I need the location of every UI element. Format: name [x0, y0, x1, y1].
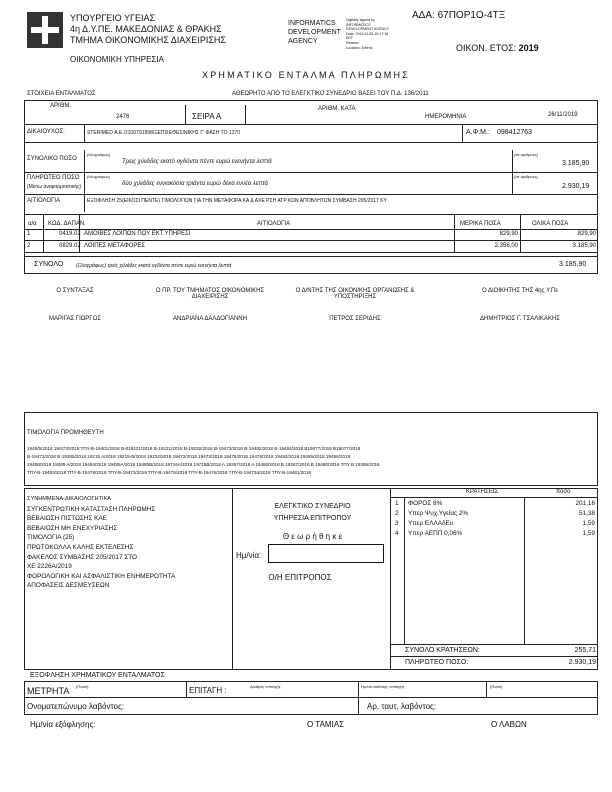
table-header-aa: α/α — [28, 221, 37, 227]
document-item: ΦΑΚΕΛΟΣ ΣΥΜΒΑΣΗΣ 205/2017 ΣΤΟ — [27, 553, 138, 561]
signature-name-3: ΠΕΤΡΟΣ ΣΕΡΙΔΗΣ — [329, 316, 381, 322]
audit-epitropos: Ο/Η ΕΠΙΤΡΟΠΟΣ — [268, 573, 332, 582]
imerominia-value: 26/11/2019 — [548, 112, 578, 118]
fiscal-year-value: 2019 — [518, 43, 539, 53]
agency-logo-line-3: AGENCY — [288, 38, 318, 45]
ada-code: ΑΔΑ: 67ΠΟΡ1Ο-4ΤΞ — [412, 10, 506, 21]
metrita-sub: (Ποσό) — [76, 684, 89, 689]
dikaiouxos-label: ΔΙΚΑΙΟΥΧΟΣ: — [27, 129, 65, 135]
deduction-row — [390, 499, 598, 509]
pliroteo-words: δύο χιλιάδες εννιακόσια τριάντα ευρώ δέκα εννέα λεπτά — [122, 181, 268, 187]
epitagi-sub: Αριθμός επιταγής — [250, 684, 281, 689]
fiscal-year — [456, 43, 539, 53]
deductions-header-label: ΚΡΑΤΗΣΕΙΣ — [466, 489, 499, 495]
digital-signature-note: Digitally signed by INFORMATICS DEVELOPMENT AGENCY Date: 2019.11.28 10:17:18 EET Reason: Location: Athens — [346, 18, 390, 50]
documents-list — [27, 495, 175, 591]
table-total-value: 3.185,90 — [559, 261, 587, 268]
signature-role-tmimatos: Ο ΠΡ. ΤΟΥ ΤΜΗΜΑΤΟΣ ΟΙΚΟΝΟΜΙΚΗΣ ΔΙΑΧΕΙΡΙΣΗΣ — [155, 288, 265, 300]
greek-cross-logo — [27, 12, 63, 48]
epitagi-label: ΕΠΙΤΑΓΗ : — [189, 686, 227, 695]
row1-kod: 0419.02 — [59, 231, 81, 237]
table-total-words: (Ολογράφως) τρείς χιλιάδες εκατό ογδόντα πέντε ευρώ ενενήντα λεπτά — [76, 263, 232, 269]
document-item: ΤΙΜΟΛΟΓΙΑ (25) — [27, 534, 75, 542]
deduction-row — [390, 529, 598, 539]
deduction-num: 3 — [395, 520, 399, 527]
aitiologia-value: ΕΞΟΦΛΗΣΗ 25(ΕΙΚΟΣΙ ΠΕΝΤΕ) ΤΙΜΟΛΟΓΙΩΝ ΓΙΑ ΤΗΝ ΜΕΤΑΦΟΡΑ ΚΑ & ΑΧΕ ΡΣΗ ΑΤΡ ΚΩΝ ΑΠΟΒΛΗΤΩΝ ΣΥΜΒΑΣΗ 205/2017 ΚΥ — [87, 198, 387, 204]
pliroteo-sub: (Μέσω ανεφαρμοστικής) — [27, 184, 82, 190]
payment-section-label: ΕΞΟΦΛΗΣΗ ΧΡΗΜΑΤΙΚΟΥ ΕΝΤΑΛΜΑΤΟΣ — [30, 672, 165, 679]
deductions-list — [390, 499, 598, 539]
documents-title: ΣΥΝΗΜΜΕΝΑ-ΔΙΚΑΙΟΛΟΓΗΤΙΚΑ — [27, 496, 112, 502]
synoliko-label: ΣΥΝΟΛΙΚΟ ΠΟΣΟ — [27, 156, 77, 162]
epitagi-text: ΕΠΙΤΑΓΗ — [189, 686, 223, 695]
row2-kod: 0829.02 — [59, 243, 81, 249]
synoliko-se-arithmous: (σε αριθμούς) — [514, 152, 539, 157]
signature-role-syntaxas: Ο ΣΥΝΤΑΞΑΣ — [56, 288, 94, 294]
table-header-olika: ΟΛΙΚΑ ΠΟΣΑ — [532, 221, 569, 227]
info-right: ΑΘΕΩΡΗΤΟ ΑΠΟ ΤΟ ΕΛΕΓΚΤΙΚΟ ΣΥΝΕΔΡΙΟ ΒΑΣΕΙ ΤΟΥ Π.Δ. 136/2011 — [232, 91, 429, 97]
deduction-name: ΦΟΡΟΣ 8% — [408, 500, 443, 507]
info-left: ΣΤΟΙΧΕΙΑ ΕΝΤΑΛΜΑΤΟΣ — [27, 91, 96, 97]
row2-merika: 2.356,00 — [494, 243, 518, 249]
epitagi-date-sub: Ημ/νία έκδοσης επιταγής — [361, 684, 405, 689]
name-of-recipient-label: Ονοματεπώνυμο λαβόντος: — [27, 702, 125, 711]
row1-aa: 1 — [27, 231, 31, 237]
payable-label: ΠΛΗΡΩΤΕΟ ΠΟΣΟ: — [405, 659, 469, 666]
deductions-total-value: 255,71 — [574, 647, 596, 654]
invoices-line-4: ΤΠΥ-Β-19483/2018 ΤΠΥ-Β-19479/2018 ΤΠΥ-Β-19473/2018 ΤΠΥ-Β-19479/2018 ΤΠΥ-Β-19476/2018 ΤΠΥ-Β-19473α/2018 ΤΠΥ-Β-19481/2018 — [27, 470, 311, 475]
row2-aa: 2 — [27, 243, 31, 249]
id-of-recipient-label: Αρ. ταυτ. λαβόντος: — [367, 702, 437, 711]
deduction-amount: 1,59 — [582, 520, 595, 527]
deduction-num: 1 — [395, 500, 399, 507]
arith-kata-label: ΑΡΙΘΜ. ΚΑΤΑ — [318, 106, 356, 112]
deduction-amount: 51,38 — [579, 510, 595, 517]
synoliko-olografos: (ολογράφως) — [87, 152, 111, 157]
row1-aitiologia: ΑΜΟΙΒΕΣ ΛΟΙΠΩΝ ΠΟΥ ΕΚΤ.ΥΠΗΡΕΣΙ — [84, 231, 191, 237]
deduction-row — [390, 509, 598, 519]
pliroteo-se-arithmous: (σε αριθμούς) — [514, 174, 539, 179]
signature-name-1: ΜΑΡΙΓΑΣ ΓΙΩΡΓΟΣ — [49, 316, 101, 322]
table-header-merika: ΜΕΡΙΚΑ ΠΟΣΑ — [460, 221, 501, 227]
audit-date-input[interactable] — [268, 544, 384, 563]
audit-theoreitai: Θ ε ω ρ ή θ η κ ε — [282, 532, 343, 541]
document-item: ΠΡΩΤΟΚΟΛΛΑ ΚΑΛΗΣ ΕΚΤΕΛΕΣΗΣ — [27, 543, 134, 551]
ministry-line-1: ΥΠΟΥΡΓΕΙΟ ΥΓΕΙΑΣ — [70, 13, 156, 23]
deduction-row — [390, 519, 598, 529]
imerominia-label: ΗΜΕΡΟΜΗΝΙΑ — [425, 114, 467, 120]
row2-olika: 3.185,90 — [572, 243, 596, 249]
audit-line-2: ΥΠΗΡΕΣΙΑ ΕΠΙΤΡΟΠΟΥ — [273, 515, 352, 522]
dikaiouxos-value: STERIMED Α.Ε./2310791998/ΞΕΠΙΣΕΘΕΣ/ΝΙΚΗΣ Γ' ΦΑΣΗ ΤΟ 1370 — [87, 130, 241, 136]
tamias-label: Ο ΤΑΜΙΑΣ — [307, 720, 345, 729]
invoices-title: ΤΙΜΟΛΟΓΙΑ ΠΡΟΜΗΘΕΥΤΗ — [27, 430, 104, 436]
invoices-line-2: Β-19472/2018 Β-19285/2018 19215 Α/2018 19215-Β/2018 19232/2018 19472/2018 19473/2018 19476/2018 19478/2018 19482/2018 19485/2018 19486/2018 — [27, 454, 351, 459]
agency-logo-line-1: INFORMATICS — [288, 20, 336, 27]
payable-value: 2.930,19 — [568, 659, 596, 666]
document-item: ΦΟΡΟΛΟΓΙΚΗ ΚΑΙ ΑΣΦΑΛΙΣΤΙΚΗ ΕΝΗΜΕΡΟΤΗΤΑ — [27, 572, 176, 580]
arith-value: 2476 — [116, 114, 130, 120]
pliroteo-olografos: (ολογράφως) — [87, 174, 111, 179]
document-item: ΣΥΓΚΕΝΤΡΩΤΙΚΗ ΚΑΤΑΣΤΑΣΗ ΠΛΗΡΩΜΗΣ — [27, 505, 156, 513]
afm-value: 098412763 — [497, 129, 533, 136]
deduction-amount: 1,59 — [582, 530, 595, 537]
signature-role-dioikitis: Ο ΔΙΟΙΚΗΤΗΣ ΤΗΣ 4ης Υ.Πε — [481, 288, 559, 294]
afm-label: Α.Φ.Μ.: — [466, 129, 490, 136]
agency-logo-line-2: DEVELOPMENT — [288, 29, 341, 36]
pliroteo-label: ΠΛΗΡΩΤΕΟ ΠΟΣΟ — [27, 175, 80, 181]
document-item: ΒΕΒΑΙΩΣΗ ΜΗ ΕΝΕΧΥΡΙΑΣΗΣ — [27, 524, 118, 532]
deduction-name: Υπερ ΕΛΛΑδΕυ — [408, 520, 454, 527]
deduction-num: 4 — [395, 530, 399, 537]
row1-olika: 829,90 — [577, 231, 596, 237]
table-total-label: ΣΥΝΟΛΟ — [34, 261, 64, 268]
row1-merika: 829,90 — [499, 231, 518, 237]
seira-label: ΣΕΙΡΑ Α — [192, 112, 222, 121]
invoices-line-1: 1948/5/2018 19/473/2018 ΤΠΥ-Β-19401/2018 Β-019221/2018 Β-19221/2018 Β-19232/2018 Β-19473/2018 Β-19482/2018 Β-19484/2018 Β19077/2018 Β19077/2018 — [27, 446, 361, 451]
row2-aitiologia: ΛΟΙΠΕΣ ΜΕΤΑΦΟΡΕΣ — [84, 243, 146, 249]
invoices-line-3: 19488/2018 19489 Α/2018 19484/2018 19485Α/2018 19485Β/2018 19716Α/2018 19716Β/2018 Α 19267/2018 Α 19480/2018 Β 19267/2018 Β 19480/2018 ΤΠΥ Β 19265/2018 — [27, 462, 380, 467]
metrita-label: ΜΕΤΡΗΤΑ — [27, 686, 70, 696]
deduction-name: Υπερ ΑΕΠΠ 0,06% — [408, 530, 463, 537]
document-title: ΧΡΗΜΑΤΙΚΟ ΕΝΤΑΛΜΑ ΠΛΗΡΩΜΗΣ — [202, 70, 410, 80]
deduction-name: Υπερ Ψυχ.Υγείας 2% — [408, 510, 469, 517]
ministry-line-2: 4η Δ.Υ.ΠΕ. ΜΑΚΕΔΟΝΙΑΣ & ΘΡΑΚΗΣ — [70, 24, 222, 34]
audit-date-label: Ημ/νία: — [236, 551, 262, 560]
document-item: ΑΠΟΦΑΣΕΙΣ ΔΕΣΜΕΥΣΕΩΝ — [27, 582, 110, 590]
aitiologia-label: ΑΙΤΙΟΛΟΓΙΑ — [27, 198, 61, 204]
document-item: ΒΕΒΑΙΩΣΗ ΠΙΣΤΩΣΗΣ ΚΑΕ — [27, 515, 107, 523]
deduction-num: 2 — [395, 510, 399, 517]
signature-role-dntis: Ο Δ/ΝΤΗΣ ΤΗΣ ΟΙΚΟΝ/ΚΗΣ ΟΡΓΑΝΩΣΗΣ & ΥΠΟΣΤΗΡΙΞΗΣ — [295, 288, 415, 300]
signature-name-2: ΑΝΔΡΙΑΝΑ ΔΑΛΔΟΓΙΑΝΝΗ — [173, 316, 247, 322]
table-header-kod: ΚΩΔ. ΔΑΠΑΝ. — [48, 221, 86, 227]
table-header-aitiologia: ΑΙΤΙΟΛΟΓΙΑ — [257, 221, 291, 227]
synoliko-number: 3.185,90 — [562, 160, 590, 167]
ministry-line-3: ΤΜΗΜΑ ΟΙΚΟΝΟΜΙΚΗΣ ΔΙΑΧΕΙΡΙΣΗΣ — [70, 35, 226, 45]
lavon-label: Ο ΛΑΒΩΝ — [491, 720, 527, 729]
arith-label: ΑΡΙΘΜ. — [50, 103, 72, 109]
signature-name-4: ΔΗΜΗΤΡΙΟΣ Γ. ΤΣΑΛΙΚΑΚΗΣ — [479, 316, 561, 322]
synoliko-words: Τρεις χιλιάδες εκατό ογδόντα πέντε ευρώ ενενήντα λεπτά — [122, 159, 272, 165]
deduction-amount: 201,16 — [575, 500, 595, 507]
deductions-total-label: ΣΥΝΟΛΟ ΚΡΑΤΗΣΕΩΝ: — [405, 647, 480, 654]
audit-line-1: ΕΛΕΓΚΤΙΚΟ ΣΥΝΕΔΡΙΟ — [274, 503, 351, 510]
fiscal-year-label: ΟΙΚΟΝ. ΕΤΟΣ: — [456, 43, 517, 53]
service-name: ΟΙΚΟΝΟΜΙΚΗ ΥΠΗΡΕΣΙΑ — [70, 55, 164, 64]
settlement-date-label: Ημ/νία εξόφλησης: — [30, 720, 96, 729]
pliroteo-number: 2.930,19 — [562, 183, 590, 190]
deductions-header-amount: ποσό — [556, 489, 571, 495]
epitagi-amount-sub: (Ποσό) — [490, 684, 503, 689]
document-item: ΧΕ 2226Α/2019 — [27, 563, 72, 571]
